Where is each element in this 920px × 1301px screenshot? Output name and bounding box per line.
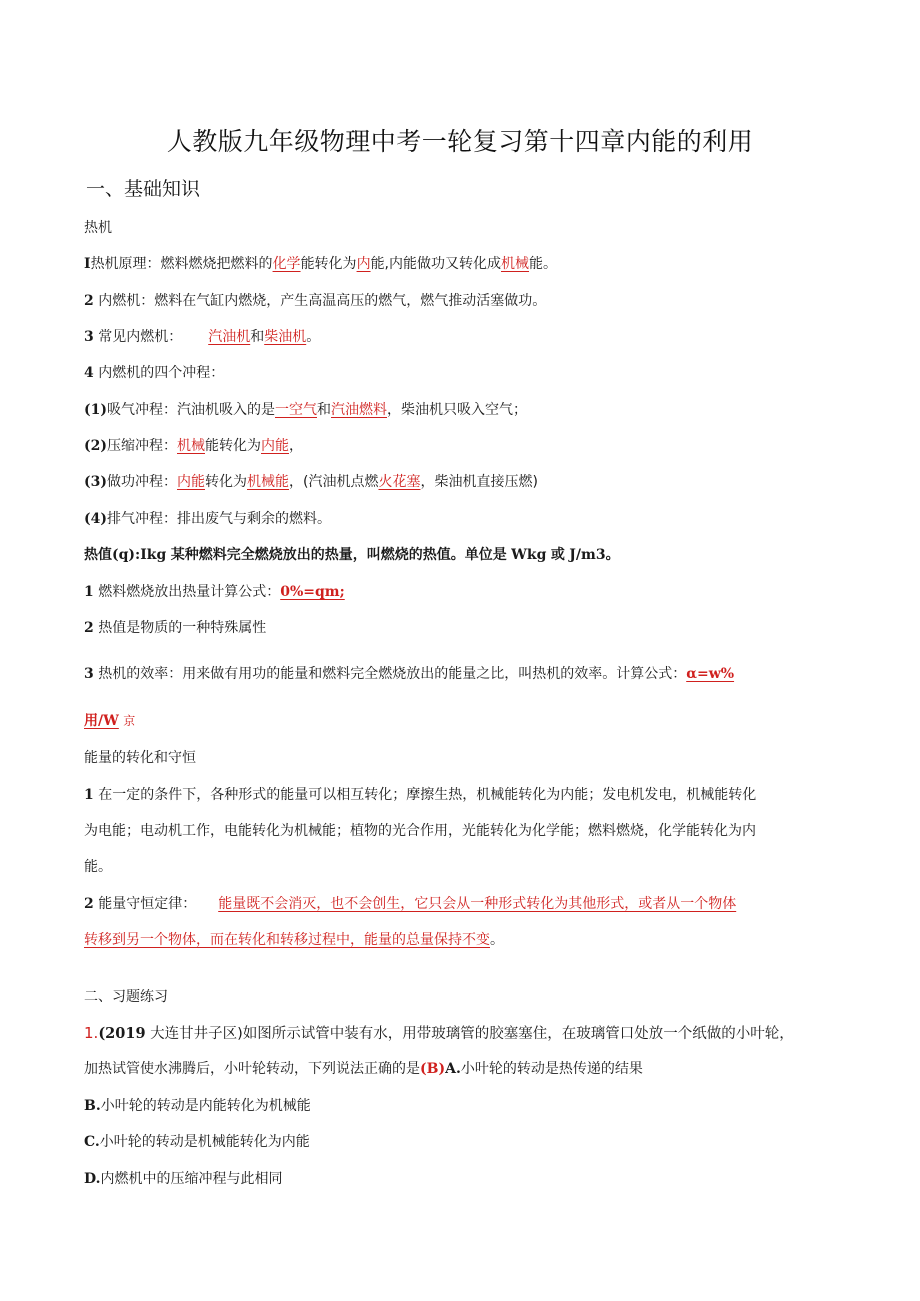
option-key: D. (84, 1171, 101, 1187)
text: ，柴油机直接压燃) (420, 474, 538, 490)
blank-answer: 机械 (501, 256, 530, 272)
formula: 0%=qm; (280, 584, 345, 600)
blank-answer: 火花塞 (378, 474, 421, 490)
text: (2019 (98, 1025, 146, 1042)
text: 内燃机：燃料在气缸内燃烧，产生高温高压的燃气，燃气推动活塞做功。 (98, 293, 547, 309)
answer-paren (420, 1061, 445, 1077)
text: 能。 (529, 256, 558, 272)
intake-stroke (84, 400, 527, 420)
heat-engine-principle (84, 254, 557, 274)
answer: (B) (420, 1061, 446, 1077)
option-key: C. (84, 1134, 100, 1150)
text: 排气冲程：排出废气与剩余的燃料。 (107, 511, 331, 527)
section-heading-basics: 一、基础知识 (86, 178, 201, 200)
text: 和 (250, 329, 265, 345)
engine-efficiency (84, 664, 734, 684)
text: 能转化为 (205, 438, 261, 454)
text: 加热试管使水沸腾后，小叶轮转动，下列说法正确的是 (84, 1061, 420, 1077)
text: 转化为 (205, 474, 247, 490)
text: 热机的效率：用来做有用功的能量和燃料完全燃烧放出的能量之比，叫热机的效率。计算公式： (98, 666, 687, 682)
item-number: 1 (84, 584, 94, 600)
text: 。 (605, 547, 620, 563)
option-text: 小叶轮的转动是内能转化为机械能 (100, 1098, 311, 1114)
text: ， (289, 438, 303, 454)
blank-answer: 化学 (272, 256, 301, 272)
exhaust-stroke (84, 509, 331, 529)
energy-conversion-2: 为电能；电动机工作，电能转化为机械能；植物的光合作用，光能转化为化学能；燃料燃烧，化学能转化为内 (84, 823, 756, 839)
blank-answer: 机械 (177, 438, 205, 454)
text: ，柴油机只吸入空气； (387, 402, 527, 418)
item-number: 1 (84, 787, 94, 803)
text: 常见内燃机： (98, 329, 183, 345)
item-number: (4) (84, 511, 107, 527)
energy-conservation-law (84, 894, 736, 914)
formula-subscript: 京 (123, 714, 136, 728)
internal-combustion-engine (84, 291, 546, 311)
text: 内燃机的四个冲程： (98, 365, 225, 381)
blank-answer: 汽油燃料 (331, 402, 387, 418)
text: 压缩冲程： (107, 438, 177, 454)
text: 能量守恒定律： (98, 896, 197, 912)
common-engines (84, 327, 320, 347)
section-heading-exercises: 二、习题练习 (84, 989, 168, 1005)
question-number: 1. (84, 1024, 99, 1042)
energy-conversion-1 (84, 785, 756, 805)
item-number: I (84, 256, 91, 272)
text: 能转化为 (300, 256, 357, 272)
four-strokes (84, 363, 224, 383)
text: 和 (317, 402, 331, 418)
text: 如图所示试管中装有水，用带玻璃管的胶塞塞住，在玻璃管口处放一个纸做的小叶轮， (242, 1026, 794, 1042)
text: 热值是物质的一种特殊属性 (98, 620, 267, 636)
item-number: 4 (84, 365, 94, 381)
item-number: 2 (84, 293, 94, 309)
law-statement: 能量既不会消灭，也不会创生，它只会从一种形式转化为其他形式，或者从一个物体 (218, 896, 737, 912)
unit: Wkg (511, 547, 547, 563)
exercise-1-stem (84, 1023, 794, 1044)
energy-conservation-law-cont (84, 930, 504, 950)
text: 做功冲程： (107, 474, 177, 490)
item-number: 2 (84, 896, 94, 912)
formula: 用/W (84, 713, 119, 729)
text: (q):Ikg (112, 547, 167, 563)
text: 吸气冲程：汽油机吸入的是 (107, 402, 275, 418)
option-text: 内燃机中的压缩冲程与此相同 (100, 1171, 283, 1187)
energy-conversion-3: 能。 (84, 859, 112, 875)
heat-value-property (84, 618, 266, 638)
text: 能,内能做功又转化成 (370, 256, 502, 272)
item-number: 2 (84, 620, 94, 636)
blank-answer: 内能 (177, 474, 205, 490)
option-d (84, 1169, 283, 1189)
blank-answer: 机械能 (247, 474, 289, 490)
heading-heat-engine: 热机 (84, 220, 112, 236)
formula: α=w% (686, 666, 735, 682)
power-stroke (84, 472, 538, 492)
text: ) (237, 1026, 243, 1042)
item-number: 3 (84, 329, 94, 345)
blank-answer: 内能 (261, 438, 289, 454)
heat-formula (84, 582, 345, 602)
option-key: B. (84, 1098, 101, 1114)
blank-answer: 柴油机 (264, 329, 307, 345)
text: 或 (550, 547, 565, 563)
compression-stroke (84, 436, 303, 456)
option-text: 小叶轮的转动是热传递的结果 (460, 1061, 643, 1077)
item-number: 3 (84, 666, 94, 682)
blank-answer: 一空气 (275, 402, 317, 418)
law-statement: 转移到另一个物体，而在转化和转移过程中，能量的总量保持不变 (84, 932, 490, 948)
text: 燃料燃烧放出热量计算公式： (98, 584, 281, 600)
page-title: 人教版九年级物理中考一轮复习第十四章内能的利用 (166, 127, 754, 156)
text: 在一定的条件下，各种形式的能量可以相互转化；摩擦生热，机械能转化为内能；发电机发电，机械能转化 (98, 787, 757, 803)
text: 。 (490, 932, 504, 948)
heat-value-definition (84, 545, 620, 565)
blank-answer: 内 (356, 256, 371, 272)
option-c (84, 1132, 310, 1152)
efficiency-formula-tail (84, 711, 135, 731)
text: ，(汽油机点燃 (289, 474, 379, 490)
option-b (84, 1096, 311, 1116)
text: 某种燃料完全燃烧放出的热量，叫燃烧的热值。单位是 (170, 547, 507, 563)
option-key: A. (445, 1061, 461, 1077)
heading-energy: 能量的转化和守恒 (84, 750, 196, 766)
item-number: (3) (84, 474, 107, 490)
text: 热值 (84, 547, 112, 563)
item-number: (2) (84, 438, 107, 454)
item-number: (1) (84, 402, 107, 418)
blank-answer: 汽油机 (208, 329, 251, 345)
text: 。 (306, 329, 321, 345)
unit: J/m3 (569, 547, 606, 563)
text: 热机原理：燃料燃烧把燃料的 (90, 256, 273, 272)
exercise-1-stem-cont (84, 1059, 643, 1079)
option-text: 小叶轮的转动是机械能转化为内能 (99, 1134, 310, 1150)
text: 大连甘井子区 (150, 1026, 238, 1042)
